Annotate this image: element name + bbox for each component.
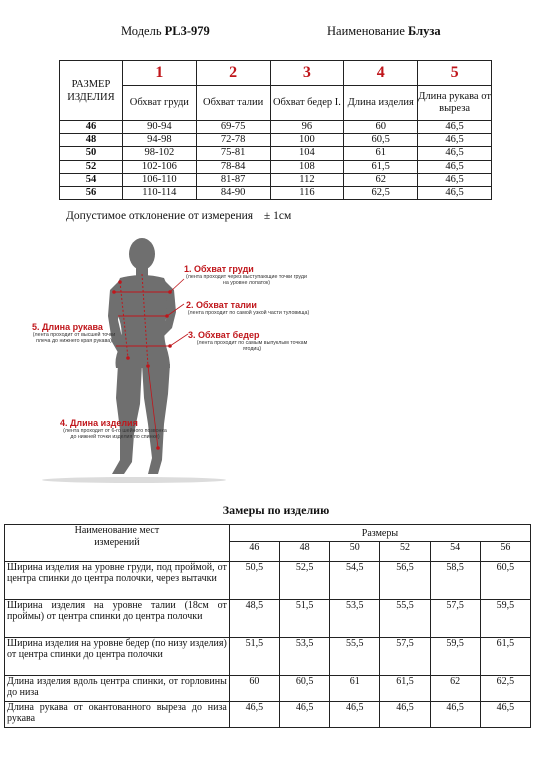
annotation-title: 1. Обхват груди — [184, 264, 254, 274]
value-cell: 72-78 — [196, 134, 270, 147]
annotation-subtext: (лента проходит по самым выпуклым точкам ягодиц) — [196, 340, 308, 353]
value-cell: 52,5 — [280, 562, 330, 600]
value-cell: 90-94 — [122, 121, 196, 134]
size-column-header: 52 — [380, 542, 430, 562]
value-cell: 46,5 — [430, 702, 480, 728]
value-cell: 51,5 — [280, 600, 330, 638]
value-cell: 54,5 — [330, 562, 380, 600]
value-cell: 108 — [270, 160, 344, 173]
value-cell: 46,5 — [330, 702, 380, 728]
table-row — [60, 147, 492, 160]
annotation-subtext: (лента проходит от 6-го шейного позвонка до нижней точки изделия по спинке) — [63, 428, 167, 441]
size-column-header: 56 — [480, 542, 530, 562]
size-cell: 50 — [60, 147, 123, 160]
column-number: 1 — [122, 61, 196, 86]
size-cell: 56 — [60, 187, 123, 200]
value-cell: 104 — [270, 147, 344, 160]
size-cell: 48 — [60, 134, 123, 147]
value-cell: 57,5 — [430, 600, 480, 638]
name-value: Блуза — [408, 24, 441, 38]
value-cell: 59,5 — [480, 600, 530, 638]
value-cell: 102-106 — [122, 160, 196, 173]
table-row — [5, 702, 531, 728]
value-cell: 48,5 — [229, 600, 279, 638]
table-row — [60, 121, 492, 134]
measurement-label: Ширина изделия на уровне бедер (по низу изделия) от центра спинки до центра полочки — [5, 638, 230, 676]
annotation-subtext: (лента проходит через выступающие точки груди на уровне лопаток) — [186, 274, 307, 287]
column-title: Длина изделия — [344, 86, 418, 121]
annotation-title: 3. Обхват бедер — [188, 330, 260, 340]
value-cell: 46,5 — [480, 702, 530, 728]
value-cell: 60 — [229, 676, 279, 702]
column-title: Обхват талии — [196, 86, 270, 121]
annotation-sleeve — [32, 322, 116, 345]
value-cell: 96 — [270, 121, 344, 134]
measurement-label: Ширина изделия на уровне талии (18см от проймы) от центра спинки до центра полочки — [5, 600, 230, 638]
value-cell: 84-90 — [196, 187, 270, 200]
value-cell: 46,5 — [280, 702, 330, 728]
size-cell: 46 — [60, 121, 123, 134]
size-column-header: 46 — [229, 542, 279, 562]
value-cell: 94-98 — [122, 134, 196, 147]
name-header: Наименование мест измерений — [5, 525, 230, 562]
size-header: РАЗМЕР ИЗДЕЛИЯ — [60, 61, 123, 121]
annotation-waist — [186, 300, 311, 316]
value-cell: 46,5 — [418, 173, 492, 186]
annotation-subtext: (лента проходит по самой узкой части туловища) — [187, 310, 310, 316]
value-cell: 62 — [430, 676, 480, 702]
model-label: Модель — [121, 24, 162, 38]
column-number: 3 — [270, 61, 344, 86]
column-title: Обхват груди — [122, 86, 196, 121]
value-cell: 81-87 — [196, 173, 270, 186]
measurement-label: Длина изделия вдоль центра спинки, от горловины до низа — [5, 676, 230, 702]
value-cell: 62,5 — [344, 187, 418, 200]
value-cell: 46,5 — [229, 702, 279, 728]
value-cell: 50,5 — [229, 562, 279, 600]
sizes-header: Размеры — [229, 525, 530, 542]
value-cell: 46,5 — [380, 702, 430, 728]
annotation-title: 5. Длина рукава — [32, 322, 103, 332]
value-cell: 56,5 — [380, 562, 430, 600]
column-title: Длина рукава от выреза — [418, 86, 492, 121]
measurement-label: Длина рукава от окантованного выреза до низа рукава — [5, 702, 230, 728]
value-cell: 57,5 — [380, 638, 430, 676]
value-cell: 100 — [270, 134, 344, 147]
table-row — [60, 187, 492, 200]
value-cell: 61,5 — [344, 160, 418, 173]
table-row — [60, 134, 492, 147]
tolerance-value: ± 1см — [263, 210, 292, 222]
value-cell: 46,5 — [418, 147, 492, 160]
value-cell: 116 — [270, 187, 344, 200]
product-measurements-table — [4, 524, 531, 728]
model-heading — [121, 24, 210, 39]
table-row — [5, 600, 531, 638]
value-cell: 61 — [330, 676, 380, 702]
size-cell: 52 — [60, 160, 123, 173]
model-code: PL3-979 — [164, 24, 210, 38]
value-cell: 61 — [344, 147, 418, 160]
table-row — [60, 173, 492, 186]
table-row — [5, 638, 531, 676]
value-cell: 46,5 — [418, 160, 492, 173]
column-number: 2 — [196, 61, 270, 86]
product-table-title: Замеры по изделию — [222, 503, 330, 517]
tolerance-note — [66, 210, 291, 222]
value-cell: 46,5 — [418, 187, 492, 200]
column-number: 4 — [344, 61, 418, 86]
table-row — [5, 676, 531, 702]
measurement-figure — [24, 234, 344, 484]
value-cell: 60,5 — [280, 676, 330, 702]
value-cell: 69-75 — [196, 121, 270, 134]
annotation-title: 4. Длина изделия — [60, 418, 138, 428]
size-column-header: 48 — [280, 542, 330, 562]
value-cell: 75-81 — [196, 147, 270, 160]
measurement-label: Ширина изделия на уровне груди, под проймой, от центра спинки до центра полочки, через вытачки — [5, 562, 230, 600]
column-title: Обхват бедер I. — [270, 86, 344, 121]
value-cell: 61,5 — [380, 676, 430, 702]
annotation-length — [60, 418, 170, 441]
value-cell: 62,5 — [480, 676, 530, 702]
value-cell: 58,5 — [430, 562, 480, 600]
column-number: 5 — [418, 61, 492, 86]
value-cell: 46,5 — [418, 121, 492, 134]
tolerance-text: Допустимое отклонение от измерения — [66, 210, 254, 222]
size-cell: 54 — [60, 173, 123, 186]
value-cell: 51,5 — [229, 638, 279, 676]
value-cell: 110-114 — [122, 187, 196, 200]
annotation-chest — [184, 264, 309, 287]
value-cell: 53,5 — [330, 600, 380, 638]
annotation-hips — [188, 330, 316, 353]
name-heading — [327, 24, 441, 39]
value-cell: 98-102 — [122, 147, 196, 160]
value-cell: 60,5 — [344, 134, 418, 147]
size-column-header: 54 — [430, 542, 480, 562]
value-cell: 60,5 — [480, 562, 530, 600]
annotation-title: 2. Обхват талии — [186, 300, 257, 310]
value-cell: 55,5 — [380, 600, 430, 638]
size-column-header: 50 — [330, 542, 380, 562]
value-cell: 53,5 — [280, 638, 330, 676]
name-label: Наименование — [327, 24, 405, 38]
value-cell: 60 — [344, 121, 418, 134]
table-row — [5, 562, 531, 600]
value-cell: 62 — [344, 173, 418, 186]
table-row — [60, 160, 492, 173]
value-cell: 78-84 — [196, 160, 270, 173]
value-cell: 61,5 — [480, 638, 530, 676]
size-chart-table — [59, 60, 492, 200]
value-cell: 55,5 — [330, 638, 380, 676]
value-cell: 112 — [270, 173, 344, 186]
value-cell: 106-110 — [122, 173, 196, 186]
annotation-subtext: (лента проходит от высшей точки плеча до нижнего края рукава) — [32, 332, 116, 345]
value-cell: 59,5 — [430, 638, 480, 676]
value-cell: 46,5 — [418, 134, 492, 147]
